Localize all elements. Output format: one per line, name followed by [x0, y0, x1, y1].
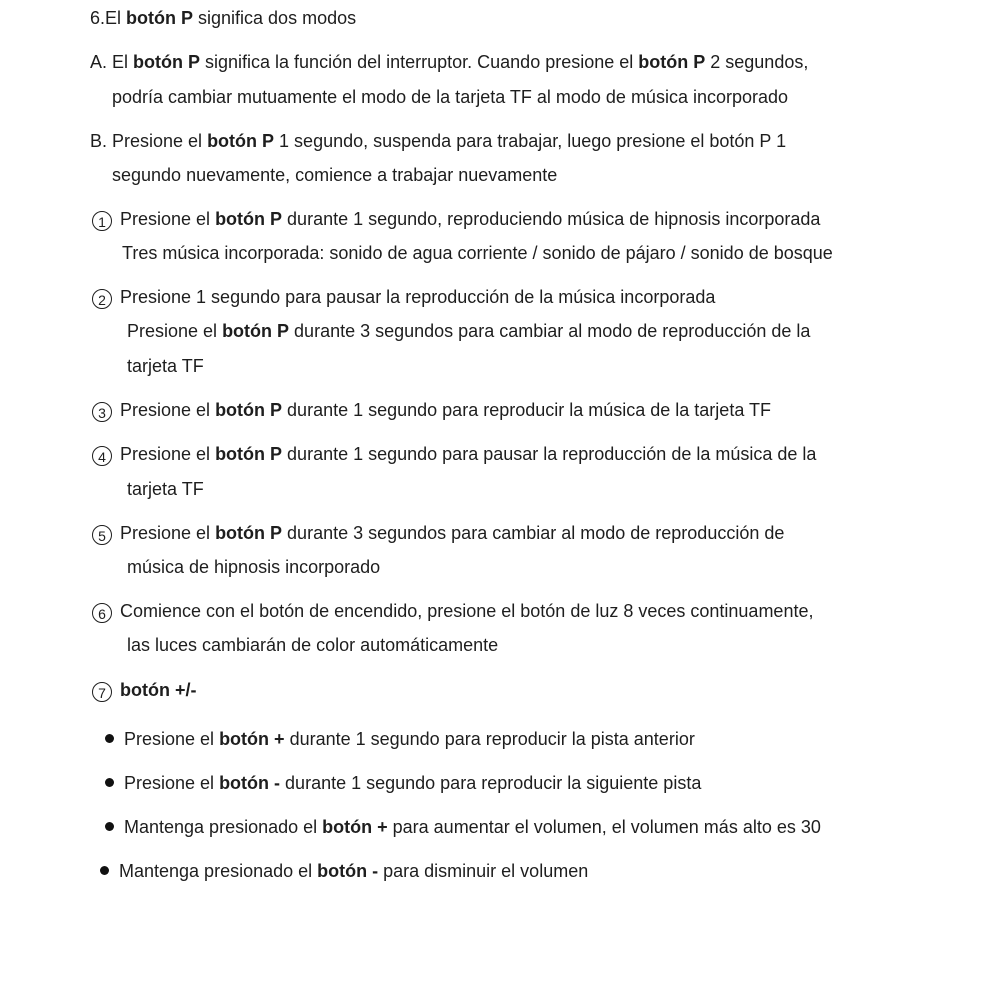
text-segment: segundo nuevamente, comience a trabajar nuevamente — [112, 165, 558, 185]
text-line — [92, 399, 771, 422]
text-line — [127, 634, 498, 656]
bold-term: botón +/- — [120, 680, 197, 700]
text-segment: música de hipnosis incorporado — [127, 557, 381, 577]
text-line — [90, 51, 808, 73]
text-line — [92, 600, 813, 623]
text-line — [92, 679, 196, 702]
text-line — [127, 478, 204, 500]
text-segment: durante 1 segundo, reproduciendo música de hipnosis incorporada — [282, 209, 821, 229]
text-line — [127, 320, 810, 342]
bold-term: botón P — [215, 209, 283, 229]
text-segment: A. El — [90, 52, 134, 72]
text-segment: Presione 1 segundo para pausar la reproducción de la música incorporada — [120, 287, 716, 307]
circled-number: 3 — [92, 402, 112, 422]
text-segment: Presione el — [120, 523, 216, 543]
bold-term: botón P — [215, 400, 283, 420]
text-line — [105, 772, 701, 794]
text-line — [100, 860, 588, 882]
bold-term: botón P — [215, 444, 283, 464]
text-line — [90, 7, 356, 29]
circled-number: 2 — [92, 289, 112, 309]
text-segment: 2 segundos, — [705, 52, 809, 72]
bold-term: botón P — [133, 52, 200, 72]
text-line — [92, 522, 784, 545]
text-line — [92, 208, 820, 231]
text-segment: Comience con el botón de encendido, presione el botón de luz 8 veces continuamente, — [120, 601, 814, 621]
bold-term: botón P — [215, 523, 283, 543]
text-segment: Mantenga presionado el — [119, 861, 318, 881]
bullet-icon — [100, 866, 109, 875]
text-line — [105, 728, 695, 750]
text-segment: tarjeta TF — [127, 479, 204, 499]
text-line — [122, 242, 833, 264]
text-segment: B. Presione el — [90, 131, 208, 151]
circled-number: 6 — [92, 603, 112, 623]
text-segment: Presione el — [124, 729, 220, 749]
text-segment: Presione el — [127, 321, 223, 341]
text-segment: Presione el — [120, 400, 216, 420]
bullet-icon — [105, 822, 114, 831]
circled-number: 4 — [92, 446, 112, 466]
text-segment: durante 1 segundo para reproducir la pista anterior — [284, 729, 695, 749]
text-segment: durante 1 segundo para reproducir la música de la tarjeta TF — [282, 400, 771, 420]
text-segment: 1 segundo, suspenda para trabajar, luego presione el botón P 1 — [274, 131, 787, 151]
bold-term: botón + — [322, 817, 388, 837]
bullet-icon — [105, 734, 114, 743]
bold-term: botón - — [317, 861, 379, 881]
text-segment: significa dos modos — [193, 8, 357, 28]
circled-number: 5 — [92, 525, 112, 545]
circled-number: 7 — [92, 682, 112, 702]
text-segment: durante 3 segundos para cambiar al modo de reproducción de la — [289, 321, 811, 341]
text-segment: tarjeta TF — [127, 356, 204, 376]
text-segment: durante 1 segundo para pausar la reproducción de la música de la — [282, 444, 817, 464]
text-segment: significa la función del interruptor. Cuando presione el — [200, 52, 639, 72]
bold-term: botón P — [126, 8, 194, 28]
text-line — [127, 355, 204, 377]
text-segment: para aumentar el volumen, el volumen más alto es 30 — [387, 817, 821, 837]
text-line — [105, 816, 821, 838]
bullet-icon — [105, 778, 114, 787]
text-line — [112, 164, 557, 186]
text-segment: Tres música incorporada: sonido de agua corriente / sonido de pájaro / sonido de bosque — [122, 243, 833, 263]
bold-term: botón + — [219, 729, 285, 749]
bold-term: botón P — [638, 52, 706, 72]
text-line — [92, 286, 715, 309]
text-line — [127, 556, 380, 578]
text-segment: Mantenga presionado el — [124, 817, 323, 837]
bold-term: botón P — [222, 321, 290, 341]
text-segment: para disminuir el volumen — [378, 861, 589, 881]
text-segment: Presione el — [124, 773, 220, 793]
text-segment: las luces cambiarán de color automáticamente — [127, 635, 499, 655]
text-segment: Presione el — [120, 444, 216, 464]
bold-term: botón - — [219, 773, 281, 793]
text-segment: 6.El — [90, 8, 127, 28]
text-line — [90, 130, 786, 152]
text-segment: durante 1 segundo para reproducir la siguiente pista — [280, 773, 702, 793]
bold-term: botón P — [207, 131, 275, 151]
text-line — [112, 86, 788, 108]
text-segment: Presione el — [120, 209, 216, 229]
text-segment: podría cambiar mutuamente el modo de la tarjeta TF al modo de música incorporado — [112, 87, 789, 107]
text-segment: durante 3 segundos para cambiar al modo de reproducción de — [282, 523, 785, 543]
text-line — [92, 443, 816, 466]
circled-number: 1 — [92, 211, 112, 231]
